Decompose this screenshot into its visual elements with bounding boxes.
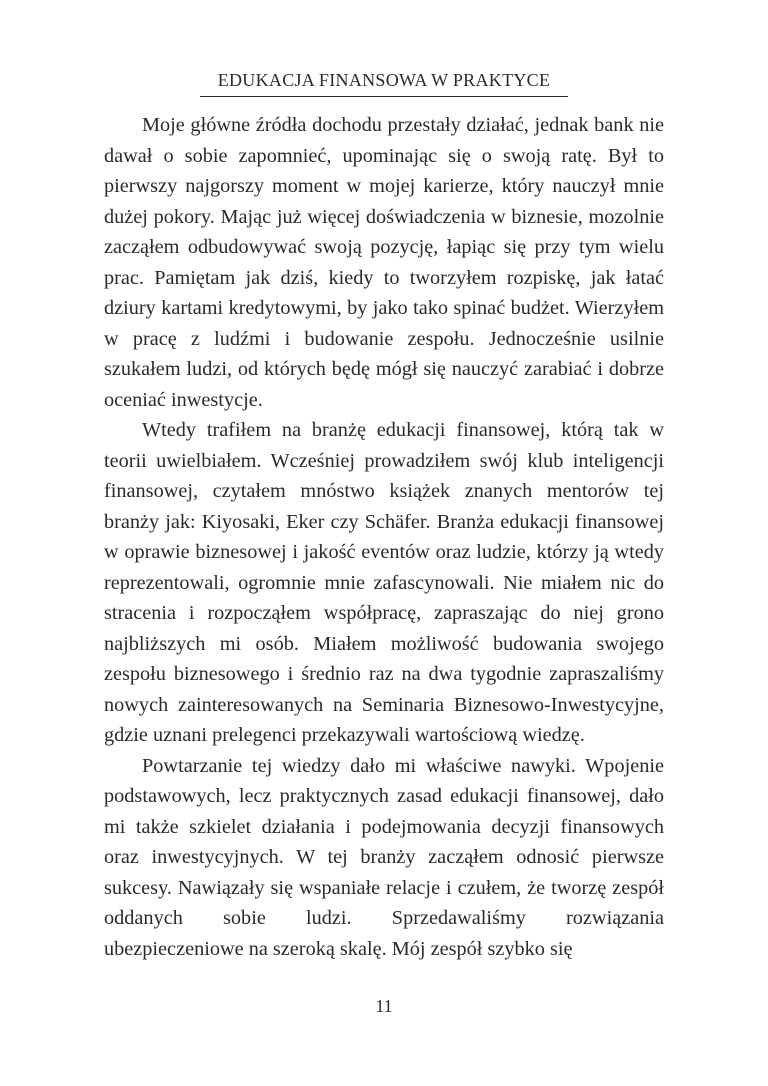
paragraph-2: Wtedy trafiłem na branżę edukacji finansowej, którą tak w teorii uwielbiałem. Wcześniej prowadziłem swój klub inteligencji finansowej, czytałem mnóstwo książek znanych mentorów tej branży jak: Kiyosaki, Eker czy Schäfer. Branża edukacji finansowej w oprawie biznesowej i jakość eventów oraz ludzie, którzy ją wtedy reprezentowali, ogromnie mnie zafascynowali. Nie miałem nic do stracenia i rozpocząłem współpracę, zapraszając do niej grono najbliższych mi osób. Miałem możliwość budowania swojego zespołu biznesowego i średnio raz na dwa tygodnie zapraszaliśmy nowych zainteresowanych na Seminaria Biznesowo-Inwestycyjne, gdzie uznani prelegenci przekazywali wartościową wiedzę.	[104, 419, 664, 746]
paragraph-1: Moje główne źródła dochodu przestały działać, jednak bank nie dawał o sobie zapomnieć, upominając się o swoją ratę. Był to pierwszy najgorszy moment w mojej karierze, który nauczył mnie dużej pokory. Mając już więcej doświadczenia w biznesie, mozolnie zacząłem odbudowywać swoją pozycję, łapiąc się przy tym wielu prac. Pamiętam jak dziś, kiedy to tworzyłem rozpiskę, jak łatać dziury kartami kredytowymi, by jako tako spinać budżet. Wierzyłem w pracę z ludźmi i budowanie zespołu. Jednocześnie usilnie szukałem ludzi, od których będę mógł się nauczyć zarabiać i dobrze oceniać inwestycje.	[104, 114, 664, 411]
body-text	[104, 110, 664, 964]
header-rule	[200, 96, 568, 97]
page-number: 11	[375, 996, 393, 1016]
paragraph-3: Powtarzanie tej wiedzy dało mi właściwe nawyki. Wpojenie podstawowych, lecz praktycznych zasad edukacji finansowej, dało mi także szkielet działania i podejmowania decyzji finansowych oraz inwestycyjnych. W tej branży zacząłem odnosić pierwsze sukcesy. Nawiązały się wspaniałe relacje i czułem, że tworzę zespół oddanych sobie ludzi. Sprzedawaliśmy rozwiązania ubezpieczeniowe na szeroką skalę. Mój zespół szybko się	[104, 754, 664, 960]
running-header: EDUKACJA FINANSOWA W PRAKTYCE	[217, 70, 551, 90]
